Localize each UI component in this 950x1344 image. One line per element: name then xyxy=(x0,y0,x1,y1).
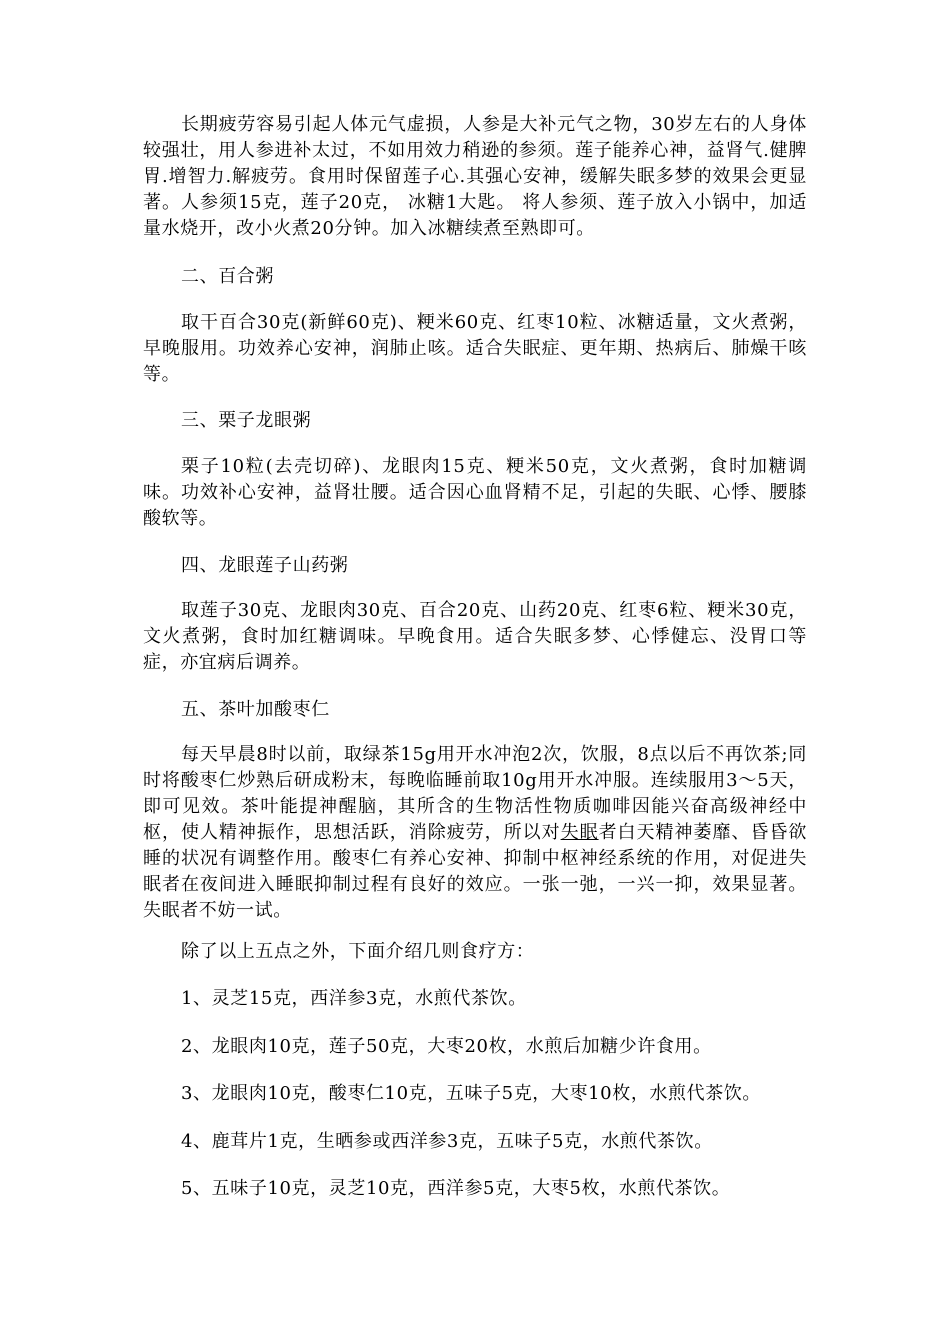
intro-remedies: 除了以上五点之外，下面介绍几则食疗方： xyxy=(181,941,535,962)
paragraph-lily-porridge: 取干百合30克(新鲜60克)、粳米60克、红枣10粒、冰糖适量，文火煮粥，早晚服用。功效养心安神，润肺止咳。适合失眠症、更年期、热病后、肺燥干咳等。 xyxy=(143,312,807,385)
heading-chestnut-longan-porridge: 三、栗子龙眼粥 xyxy=(181,410,312,431)
paragraph-longan-lotus-yam-porridge: 取莲子30克、龙眼肉30克、百合20克、山药20克、红枣6粒、粳米30克，文火煮粥，食时加红糖调味。早晚食用。适合失眠多梦、心悸健忘、没胃口等症，亦宜病后调养。 xyxy=(143,600,807,673)
paragraph-chestnut-longan-porridge: 栗子10粒(去壳切碎)、龙眼肉15克、粳米50克，文火煮粥，食时加糖调味。功效补心安神，益肾壮腰。适合因心血肾精不足，引起的失眠、心悸、腰膝酸软等。 xyxy=(143,456,807,529)
paragraph-ginseng-lotus: 长期疲劳容易引起人体元气虚损，人参是大补元气之物，30岁左右的人身体较强壮，用人参进补太过，不如用效力稍逊的参须。莲子能养心神，益肾气.健脾胃.增智力.解疲劳。食用时保留莲子心.其强心安神，缓解失眠多梦的效果会更显著。人参须15克，莲子20克， 冰糖1大匙。 将人参须、莲子放入小锅中，加适量水烧开，改小火煮20分钟。加入冰糖续煮至熟即可。 xyxy=(143,114,807,239)
remedy-item-2: 2、龙眼肉10克，莲子50克，大枣20枚，水煎后加糖少许食用。 xyxy=(181,1036,712,1057)
paragraph-tea-text-end: 者白天精神萎靡、昏昏欲睡的状况有调整作用。酸枣仁有养心安神、抑制中枢神经系统的作用，对促进失眠者在夜间进入睡眠抑制过程有良好的效应。一张一弛，一兴一抑，效果显著。失眠者不妨一试。 xyxy=(143,822,807,921)
remedy-item-5: 5、五味子10克，灵芝10克，西洋参5克，大枣5枚，水煎代茶饮。 xyxy=(181,1178,731,1199)
remedy-item-3: 3、龙眼肉10克，酸枣仁10克，五味子5克，大枣10枚，水煎代茶饮。 xyxy=(181,1083,762,1104)
remedy-item-4: 4、鹿茸片1克，生晒参或西洋参3克，五味子5克，水煎代茶饮。 xyxy=(181,1131,713,1152)
paragraph-tea-text-start: 每天早晨8时以前，取绿茶15g用开水冲泡2次，饮服，8点以后不再饮茶;同时将酸枣仁炒熟后研成粉末，每晚临睡前取10g用开水冲服。连续服用3～5天，即可见效。茶叶能提神醒脑，其所含的生物活性物质咖啡因能兴奋高级神经中枢，使人精神振作，思想活跃，消除疲劳，所以对 xyxy=(143,744,807,843)
heading-tea-jujube-seed: 五、茶叶加酸枣仁 xyxy=(181,699,330,720)
paragraph-tea-jujube-seed xyxy=(143,742,807,924)
heading-longan-lotus-yam-porridge: 四、龙眼莲子山药粥 xyxy=(181,555,349,576)
remedy-item-1: 1、灵芝15克，西洋参3克，水煎代茶饮。 xyxy=(181,988,527,1009)
insomnia-link[interactable]: 失眠 xyxy=(560,822,599,843)
heading-lily-porridge: 二、百合粥 xyxy=(181,266,274,287)
